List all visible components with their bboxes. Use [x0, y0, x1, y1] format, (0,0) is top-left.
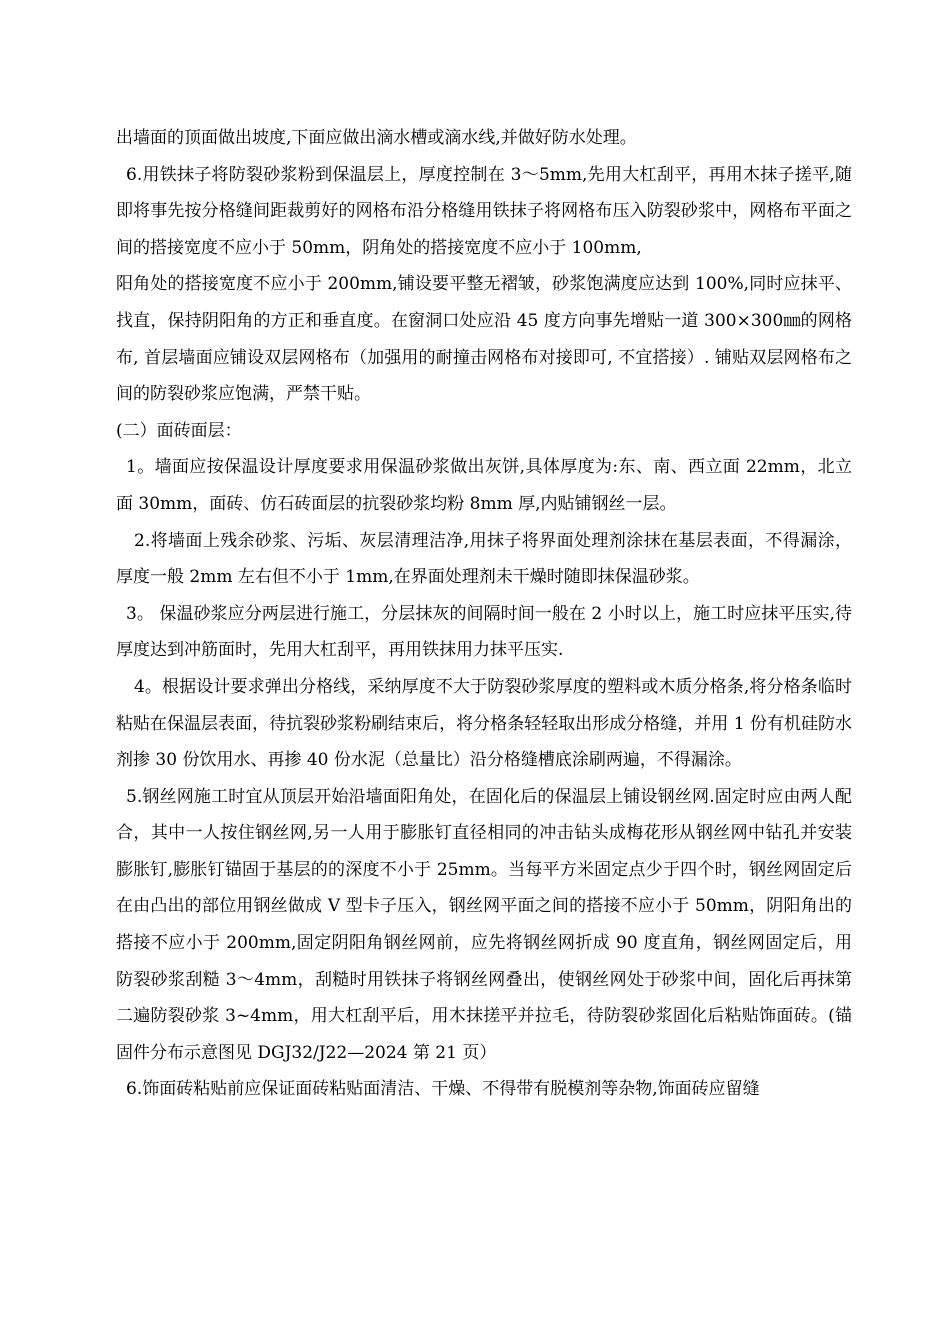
paragraph-3: 阳角处的搭接宽度不应小于 200mm,铺设要平整无褶皱，砂浆饱满度应达到 100%,同时应抹平、找直，保持阴阳角的方正和垂直度。在窗洞口处应沿 45 度方向事先增贴一道 300×300㎜的网格布, 首层墙面应铺设双层网格布（加强用的耐撞击网格布对接即可, 不宜搭接）. 铺贴双层网格布之间的防裂砂浆应饱满，严禁干贴。	[116, 274, 852, 405]
paragraph-5: 1。墙面应按保温设计厚度要求用保温砂浆做出灰饼,具体厚度为:东、南、西立面 22mm，北立面 30mm，面砖、仿石砖面层的抗裂砂浆均粉 8mm 厚,内贴铺钢丝一层。	[116, 457, 852, 514]
paragraph-9: 5.钢丝网施工时宜从顶层开始沿墙面阳角处，在固化后的保温层上铺设钢丝网.固定时应由两人配合，其中一人按住钢丝网,另一人用于膨胀钉直径相同的冲击钻头成梅花形从钢丝网中钻孔并安装膨胀钉,膨胀钉锚固于基层的的深度不小于 25mm。当每平方米固定点少于四个时，钢丝网固定后在由凸出的部位用钢丝做成 V 型卡子压入，钢丝网平面之间的搭接不应小于 50mm，阴阳角出的搭接不应小于 200mm,固定阴阳角钢丝网前，应先将钢丝网折成 90 度直角，钢丝网固定后，用防裂砂浆刮糙 3～4mm，刮糙时用铁抹子将钢丝网叠出，使钢丝网处于砂浆中间，固化后再抹第二遍防裂砂浆 3~4mm，用大杠刮平后，用木抹搓平并拉毛，待防裂砂浆固化后粘贴饰面砖。(锚固件分布示意图见 DGJ32/J22—2024 第 21 页）	[116, 786, 852, 1063]
paragraph-6: 2.将墙面上残余砂浆、污垢、灰层清理洁净,用抹子将界面处理剂涂抹在基层表面，不得漏涂，厚度一般 2mm 左右但不小于 1mm,在界面处理剂未干燥时随即抹保温砂浆。	[116, 530, 852, 588]
paragraph-10: 6.饰面砖粘贴前应保证面砖粘贴面清洁、干燥、不得带有脱模剂等杂物,饰面砖应留缝	[126, 1079, 760, 1100]
paragraph-2: 6.用铁抹子将防裂砂浆粉到保温层上，厚度控制在 3～5mm,先用大杠刮平，再用木抹子搓平,随即将事先按分格缝间距裁剪好的网格布沿分格缝用铁抹子将网格布压入防裂砂浆中，网格布平面之间的搭接宽度不应小于 50mm，阴角处的搭接宽度不应小于 100mm,	[116, 164, 852, 258]
paragraph-7: 3。 保温砂浆应分两层进行施工，分层抹灰的间隔时间一般在 2 小时以上，施工时应抹平压实,待厚度达到冲筋面时，先用大杠刮平，再用铁抹用力抹平压实.	[116, 603, 852, 661]
paragraph-8: 4。根据设计要求弹出分格线，采纳厚度不大于防裂砂浆厚度的塑料或木质分格条,将分格条临时粘贴在保温层表面，待抗裂砂浆粉刷结束后，将分格条轻轻取出形成分格缝，并用 1 份有机硅防水剂掺 30 份饮用水、再掺 40 份水泥（总量比）沿分格缝槽底涂刷两遍，不得漏涂。	[116, 676, 852, 771]
paragraph-1: 出墙面的顶面做出坡度,下面应做出滴水槽或滴水线,并做好防水处理。	[116, 128, 637, 148]
section-heading: (二）面砖面层：	[116, 420, 242, 441]
document-body	[116, 120, 852, 1108]
